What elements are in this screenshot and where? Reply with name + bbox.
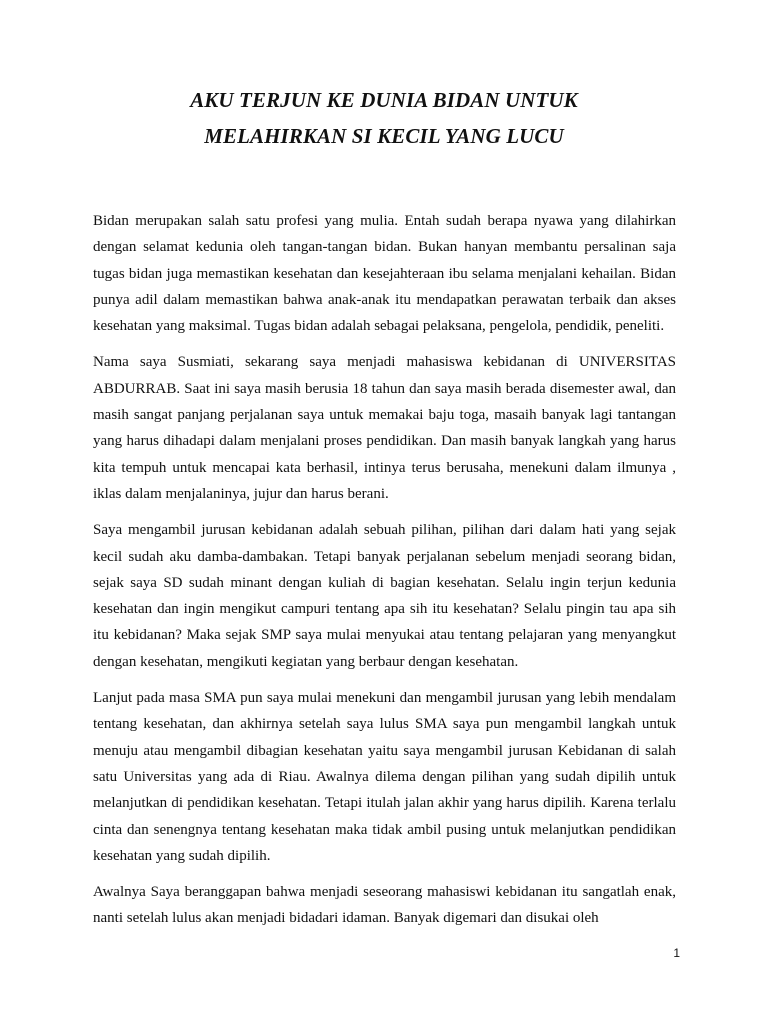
paragraph-4: Lanjut pada masa SMA pun saya mulai menekuni dan mengambil jurusan yang lebih mendalam tentang kesehatan, dan akhirnya setelah saya lulus SMA saya pun mengambil langkah untuk menuju atau mengambil dibagian kesehatan yaitu saya mengambil jurusan Kebidanan di salah satu Universitas yang ada di Riau. Awalnya dilema dengan pilihan yang sudah dipilih untuk melanjutkan di pendidikan kesehatan. Tetapi itulah jalan akhir yang harus dipilih. Karena terlalu cinta dan senengnya tentang kesehatan maka tidak ambil pusing untuk melanjutkan pendidikan kesehatan yang sudah dipilih.	[93, 690, 676, 864]
paragraph-1: Bidan merupakan salah satu profesi yang mulia. Entah sudah berapa nyawa yang dilahirkan dengan selamat kedunia oleh tangan-tangan bidan. Bukan hanyan membantu persalinan saja tugas bidan juga memastikan kesehatan dan kesejahteraan ibu selama menjalani kehailan. Bidan punya adil dalam memastikan bahwa anak-anak itu mendapatkan perawatan terbaik dan akses kesehatan yang maksimal. Tugas bidan adalah sebagai pelaksana, pengelola, pendidik, peneliti.	[93, 213, 676, 335]
document-title-line-1: AKU TERJUN KE DUNIA BIDAN UNTUK	[190, 88, 578, 112]
paragraph-2: Nama saya Susmiati, sekarang saya menjadi mahasiswa kebidanan di UNIVERSITAS ABDURRAB. Saat ini saya masih berusia 18 tahun dan saya masih berada disemester awal, dan masih sangat panjang perjalanan saya untuk memakai baju toga, masaih banyak lagi tantangan yang harus dihadapi dalam menjalani proses pendidikan. Dan masih banyak langkah yang harus kita tempuh untuk mencapai kata berhasil, intinya terus berusaha, menekuni dalam ilmunya , iklas dalam menjalaninya, jujur dan harus berani.	[93, 354, 676, 502]
paragraph-5: Awalnya Saya beranggapan bahwa menjadi seseorang mahasiswi kebidanan itu sangatlah enak, nanti setelah lulus akan menjadi bidadari idaman. Banyak digemari dan disukai oleh	[93, 884, 676, 927]
paragraph-3: Saya mengambil jurusan kebidanan adalah sebuah pilihan, pilihan dari dalam hati yang sejak kecil sudah aku damba-dambakan. Tetapi banyak perjalanan sebelum menjadi seorang bidan, sejak saya SD sudah minant dengan kuliah di bagian kesehatan. Selalu ingin terjun kedunia kesehatan dan ingin mengikut campuri tentang apa sih itu kesehatan? Selalu pingin tau apa sih itu kebidanan? Maka sejak SMP saya mulai menyukai atau tentang pelajaran yang menyangkut dengan kesehatan, mengikuti kegiatan yang berbaur dengan kesehatan.	[93, 522, 676, 670]
document-title-line-2: MELAHIRKAN SI KECIL YANG LUCU	[204, 124, 564, 148]
page-number: 1	[673, 946, 680, 960]
document-body	[93, 208, 676, 942]
